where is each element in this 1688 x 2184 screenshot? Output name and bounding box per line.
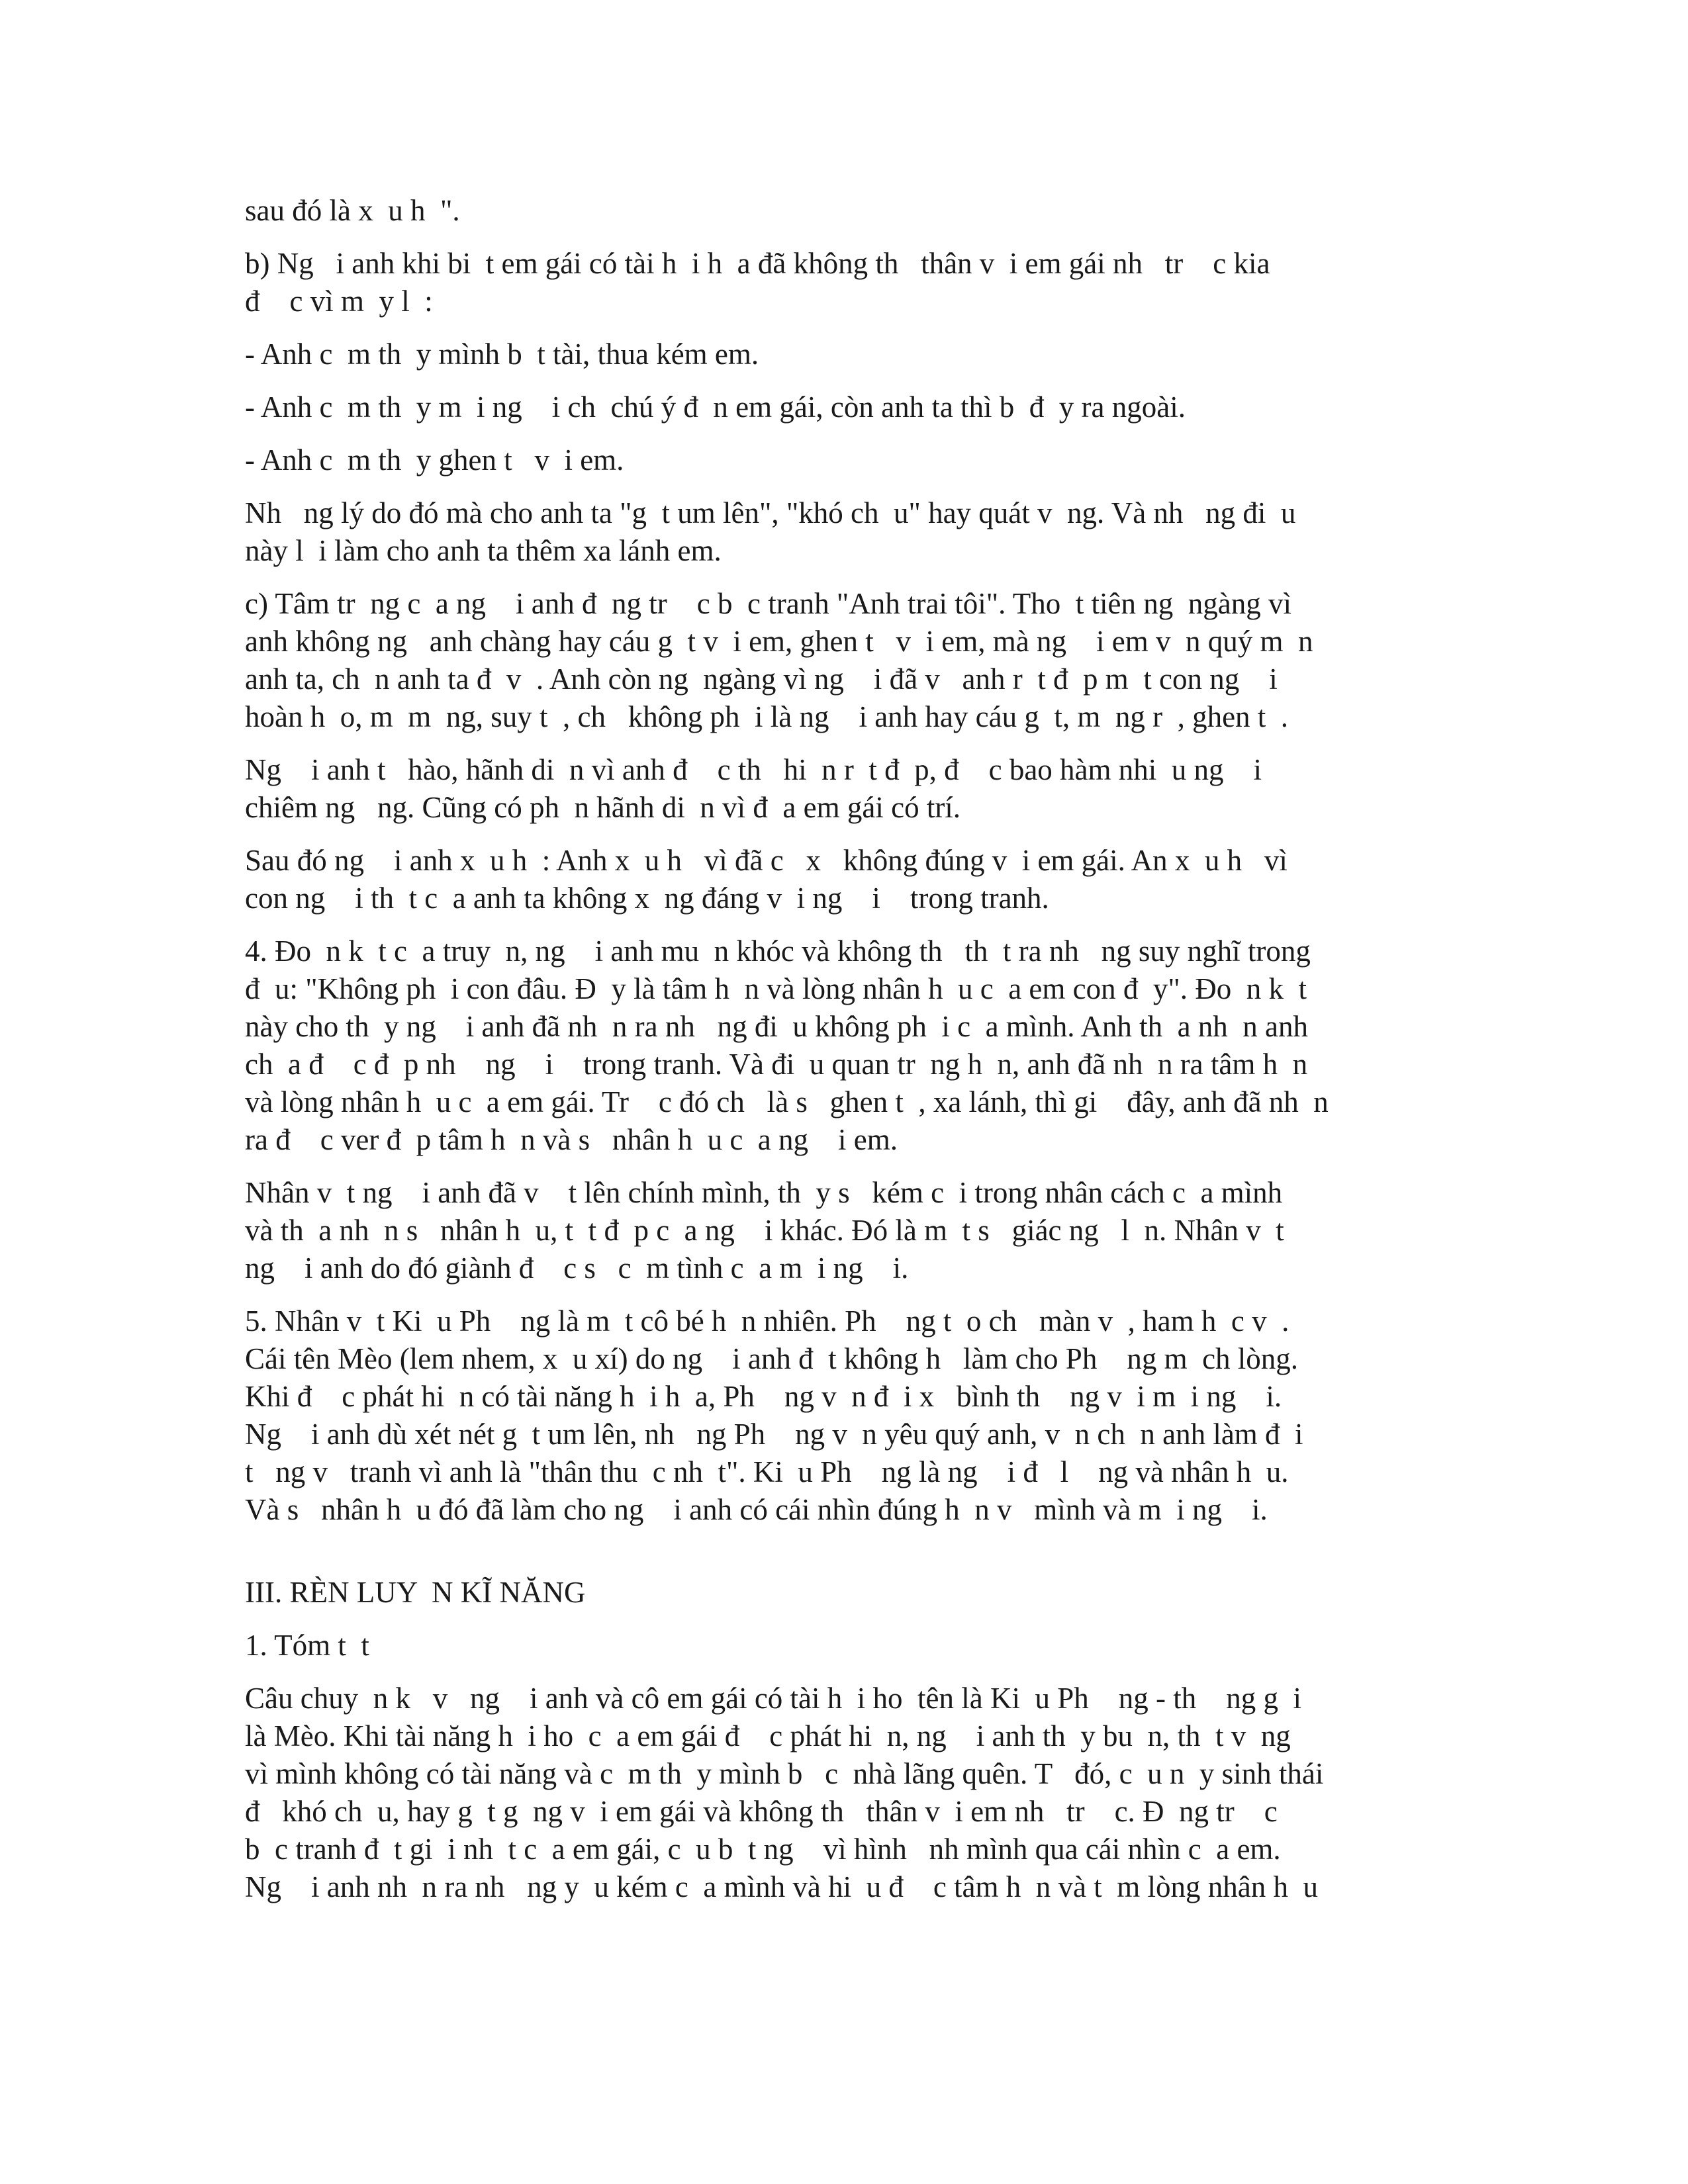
text-line: Khi đ c phát hi n có tài năng h i h a, Ph ng v n đ i x bình th ng v i m i ng i. (245, 1380, 1282, 1413)
subheading: 1. Tóm t t (245, 1629, 369, 1662)
text-line: 4. Đo n k t c a truy n, ng i anh mu n khóc và không th th t ra nh ng suy nghĩ trong (245, 934, 1311, 968)
text-line: ng i anh do đó giành đ c s c m tình c a m i ng i. (245, 1251, 909, 1285)
text-line: c) Tâm tr ng c a ng i anh đ ng tr c b c tranh "Anh trai tôi". Tho t tiên ng ngàng vì (245, 587, 1291, 620)
text-line: này l i làm cho anh ta thêm xa lánh em. (245, 534, 722, 567)
text-line: 5. Nhân v t Ki u Ph ng là m t cô bé h n nhiên. Ph ng t o ch màn v , ham h c v . (245, 1304, 1289, 1338)
section-spacer (245, 1544, 1430, 1574)
text-line: anh ta, ch n anh ta đ v . Anh còn ng ngàng vì ng i đã v anh r t đ p m t con ng i (245, 662, 1278, 696)
text-line: là Mèo. Khi tài năng h i ho c a em gái đ c phát hi n, ng i anh th y bu n, th t v ng (245, 1719, 1291, 1752)
document-page (245, 192, 1430, 1921)
text-line: ch a đ c đ p nh ng i trong tranh. Và đi u quan tr ng h n, anh đã nh n ra tâm h n (245, 1048, 1308, 1081)
text-line: Và s nhân h u đó đã làm cho ng i anh có cái nhìn đúng h n v mình và m i ng i. (245, 1493, 1268, 1526)
paragraph (245, 192, 1430, 230)
text-line: - Anh c m th y mình b t tài, thua kém em. (245, 338, 759, 371)
text-line: Nh ng lý do đó mà cho anh ta "g t um lên", "khó ch u" hay quát v ng. Và nh ng đi u (245, 496, 1296, 529)
text-line: Câu chuy n k v ng i anh và cô em gái có tài h i ho tên là Ki u Ph ng - th ng g i (245, 1682, 1302, 1715)
paragraph (245, 842, 1430, 917)
paragraph (245, 1302, 1430, 1529)
text-line: Ng i anh nh n ra nh ng y u kém c a mình và hi u đ c tâm h n và t m lòng nhân h u (245, 1870, 1318, 1903)
text-line: đ khó ch u, hay g t g ng v i em gái và không th thân v i em nh tr c. Đ ng tr c (245, 1795, 1278, 1828)
text-line: Nhân v t ng i anh đã v t lên chính mình, th y s kém c i trong nhân cách c a mình (245, 1176, 1283, 1209)
text-line: đ c vì m y l : (245, 285, 433, 318)
paragraph (245, 388, 1430, 426)
text-line: Ng i anh t hào, hãnh di n vì anh đ c th hi n r t đ p, đ c bao hàm nhi u ng i (245, 753, 1262, 786)
paragraph (245, 441, 1430, 479)
text-line: Cái tên Mèo (lem nhem, x u xí) do ng i anh đ t không h làm cho Ph ng m ch lòng. (245, 1342, 1299, 1375)
paragraph (245, 1174, 1430, 1287)
text-line: đ u: "Không ph i con đâu. Đ y là tâm h n và lòng nhân h u c a em con đ y". Đo n k t (245, 972, 1307, 1005)
text-line: sau đó là x u h ". (245, 194, 460, 227)
text-line: chiêm ng ng. Cũng có ph n hãnh di n vì đ a em gái có trí. (245, 791, 961, 824)
text-line: hoàn h o, m m ng, suy t , ch không ph i là ng i anh hay cáu g t, m ng r , ghen t . (245, 700, 1289, 733)
text-line: và th a nh n s nhân h u, t t đ p c a ng i khác. Đó là m t s giác ng l n. Nhân v t (245, 1214, 1284, 1247)
text-line: Sau đó ng i anh x u h : Anh x u h vì đã c x không đúng v i em gái. An x u h vì (245, 844, 1288, 877)
text-line: và lòng nhân h u c a em gái. Tr c đó ch là s ghen t , xa lánh, thì gi đây, anh đã nh n (245, 1085, 1329, 1118)
text-line: t ng v tranh vì anh là "thân thu c nh t". Ki u Ph ng là ng i đ l ng và nhân h u. (245, 1455, 1289, 1488)
summary-paragraph (245, 1680, 1430, 1906)
body-text (245, 192, 1430, 1529)
section-heading: III. RÈN LUY N KĨ NĂNG (245, 1576, 586, 1609)
text-line: vì mình không có tài năng và c m th y mình b c nhà lãng quên. T đó, c u n y sinh thái (245, 1757, 1324, 1790)
paragraph (245, 336, 1430, 373)
paragraph (245, 751, 1430, 827)
text-line: anh không ng anh chàng hay cáu g t v i em, ghen t v i em, mà ng i em v n quý m n (245, 625, 1313, 658)
text-line: b) Ng i anh khi bi t em gái có tài h i h a đã không th thân v i em gái nh tr c kia (245, 247, 1270, 280)
text-line: này cho th y ng i anh đã nh n ra nh ng đi u không ph i c a mình. Anh th a nh n anh (245, 1010, 1309, 1043)
text-line: - Anh c m th y m i ng i ch chú ý đ n em gái, còn anh ta thì b đ y ra ngoài. (245, 390, 1186, 424)
paragraph (245, 933, 1430, 1159)
paragraph (245, 245, 1430, 320)
paragraph (245, 585, 1430, 736)
text-line: Ng i anh dù xét nét g t um lên, nh ng Ph ng v n yêu quý anh, v n ch n anh làm đ i (245, 1418, 1303, 1451)
text-line: con ng i th t c a anh ta không x ng đáng v i ng i trong tranh. (245, 882, 1049, 915)
text-line: ra đ c ver đ p tâm h n và s nhân h u c a ng i em. (245, 1123, 898, 1156)
text-line: - Anh c m th y ghen t v i em. (245, 443, 624, 477)
paragraph (245, 494, 1430, 570)
text-line: b c tranh đ t gi i nh t c a em gái, c u b t ng vì hình nh mình qua cái nhìn c a em. (245, 1833, 1281, 1866)
